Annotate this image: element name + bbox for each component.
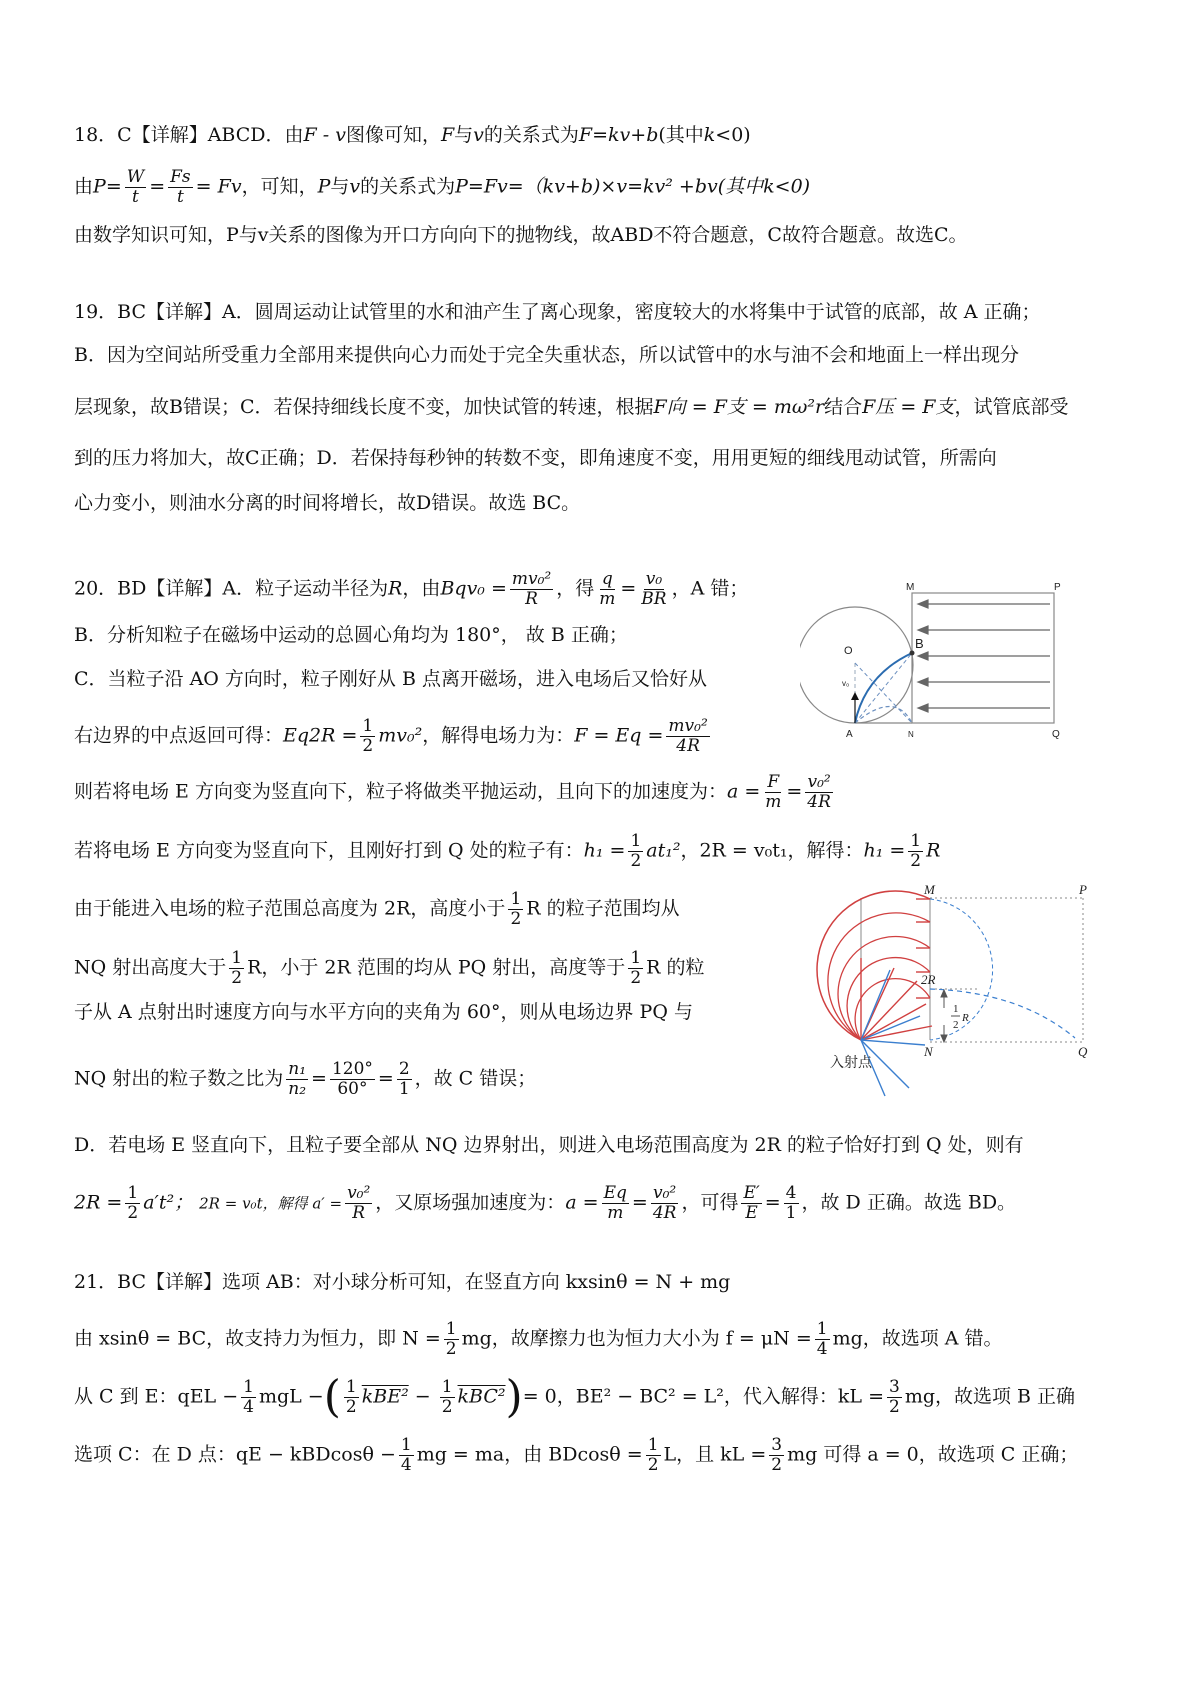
numerator: 1 (816, 1319, 828, 1339)
q18-text: (其中 (658, 124, 704, 146)
q19-line4: 到的压力将加大，故C正确；D．若保持每秒钟的转数不变，即角速度不变，用用更短的细线甩动试管，所需向 (74, 447, 997, 469)
denominator: t (176, 187, 184, 207)
fraction (286, 1060, 308, 1099)
q18-equation: F=kv+b (578, 124, 659, 146)
numerator: 1 (647, 1435, 659, 1455)
fig1-label-P: P (1054, 582, 1061, 593)
q20-equation: 2R = v₀t，解得 a′ = (199, 1194, 343, 1213)
denominator: 4R (652, 1203, 677, 1223)
fraction (784, 1184, 799, 1223)
q18-var: v (349, 175, 361, 198)
q20-text: ，故 C 错误； (414, 1067, 537, 1090)
numerator: v₀² (653, 1183, 677, 1203)
fraction (815, 1320, 830, 1359)
q19-equation: F向 = F支 = mω²r (653, 396, 825, 418)
q21-text: mg，故选项 A 错。 (832, 1327, 1003, 1350)
fraction (125, 168, 146, 207)
q18-text: <0) (715, 124, 751, 146)
q20-equation: a = (565, 1191, 599, 1214)
q20-text: ，解得电场力为： (422, 724, 575, 747)
fig1-label-M: M (906, 582, 915, 593)
q18-head: 18．C【详解】ABCD．由 (74, 124, 304, 146)
q20-line9: 子从 A 点射出时速度方向与水平方向的夹角为 60°，则从电场边界 PQ 与 (74, 1001, 693, 1023)
numerator: W (126, 167, 145, 187)
fraction (360, 717, 375, 756)
q18-var: F (440, 124, 455, 146)
q18-text: 由 (74, 175, 94, 198)
q20-text: NQ 射出高度大于 (74, 956, 227, 979)
denominator: m (607, 1203, 624, 1223)
fraction (510, 570, 553, 609)
numerator: 3 (889, 1377, 900, 1397)
field-arrows (918, 600, 1050, 712)
numerator: 1 (127, 1183, 139, 1203)
numerator: F (767, 772, 780, 792)
q20-text: 20．BD【详解】A．粒子运动半径为 (74, 577, 389, 600)
q21-equation: kBC² (457, 1385, 506, 1408)
q21-equation: kBE² (361, 1385, 409, 1408)
q20-line6 (74, 832, 940, 871)
q18-text: 的关系式为 (360, 175, 456, 198)
denominator: 60° (337, 1079, 368, 1099)
fraction (628, 949, 643, 988)
q20-text: R 的粒子范围均从 (526, 897, 680, 920)
q18-var: P (93, 175, 106, 198)
fraction (666, 717, 709, 756)
denominator: 2 (127, 1203, 139, 1223)
q21-line2 (74, 1320, 1003, 1359)
numerator: 1 (231, 948, 243, 968)
q20-equation: mv₀² (378, 724, 423, 747)
fraction (639, 570, 668, 609)
q20-text: 则若将电场 E 方向变为竖直向下，粒子将做类平抛运动，且向下的加速度为： (74, 780, 727, 803)
numerator: 1 (445, 1319, 457, 1339)
q21-text: mgL − (258, 1385, 324, 1408)
q20-text: ，2R = v₀t₁，解得： (680, 839, 864, 862)
fraction (241, 1378, 256, 1417)
left-paren: ( (323, 1371, 341, 1423)
q21-text: mg 可得 a = 0，故选项 C 正确； (787, 1443, 1079, 1466)
numerator: 1 (243, 1377, 254, 1397)
q20-equation: Eq2R = (283, 724, 358, 747)
numerator: 4 (785, 1183, 797, 1203)
fraction (646, 1436, 661, 1475)
fig1-label-N: N (908, 730, 914, 739)
q21-text: BE² − BC² = L²，代入解得：kL = (575, 1385, 884, 1408)
denominator: R (352, 1203, 366, 1223)
numerator: mv₀² (511, 569, 552, 589)
fraction (345, 1184, 372, 1223)
numerator: 3 (771, 1435, 783, 1455)
q18-text: 图像可知， (345, 124, 441, 146)
numerator: 1 (910, 831, 922, 851)
q20-equation: a = (726, 780, 761, 803)
numerator: 1 (441, 1377, 453, 1397)
denominator: 2 (510, 909, 522, 929)
fraction (344, 1378, 359, 1417)
q20-var: R (388, 577, 403, 600)
q18-text: 与 (454, 124, 474, 146)
fraction (508, 890, 523, 929)
q18-equation: P=Fv=（kv+b)×v=kv² +bv(其中k<0) (455, 175, 811, 198)
q20-line2: B．分析知粒子在磁场中运动的总圆心角均为 180°， 故 B 正确； (74, 624, 628, 646)
numerator: 1 (630, 831, 642, 851)
fraction (602, 1184, 629, 1223)
fig2-trajectory-diagram (790, 880, 1090, 1105)
denominator: 4 (400, 1455, 412, 1475)
q20-line3: C．当粒子沿 AO 方向时，粒子刚好从 B 点离开磁场，进入电场后又恰好从 (74, 668, 707, 690)
q20-equation: h₁ = (583, 839, 626, 862)
q18-line1 (74, 121, 751, 149)
denominator: E (745, 1203, 758, 1223)
q20-equation: 2R = (74, 1191, 123, 1214)
q18-line2: 由P= $\frac{W}{t}$ = $\frac{Fs}{t}$ = Fv，可知，P与v的关系式为P=Fv=（kv+b)×v=kv² +bv(其中k<0) (74, 167, 811, 207)
q18-var: P (317, 175, 331, 198)
q21-line1: 21．BC【详解】选项 AB：对小球分析可知，在竖直方向 kxsinθ = N + mg (74, 1271, 731, 1293)
numerator: v₀² (807, 772, 831, 792)
denominator: 1 (398, 1079, 410, 1099)
fig2-label-entry: 入射点 (830, 1055, 872, 1071)
q20-text: R，小于 2R 范围的均从 PQ 射出，高度等于 (247, 956, 626, 979)
fraction (397, 1060, 412, 1099)
fig2-label-P: P (1079, 882, 1087, 897)
denominator: 4R (676, 736, 700, 756)
q20-equation: at₁² (646, 839, 681, 862)
q19-line3 (74, 393, 1069, 421)
q20-text: ，得 (556, 577, 595, 600)
numerator: 120° (331, 1059, 373, 1079)
numerator: v₀ (645, 569, 663, 589)
q21-text: mg = ma，由 BDcosθ = (416, 1443, 643, 1466)
right-paren: ) (505, 1371, 523, 1423)
numerator: 1 (510, 889, 522, 909)
q21-text: 选项 C：在 D 点：qE − kBDcosθ − (74, 1443, 396, 1466)
q20-text: R 的粒 (646, 956, 705, 979)
q18-var: v (473, 124, 484, 146)
q18-text: 的关系式为 (483, 124, 579, 146)
q20-line10: NQ 射出的粒子数之比为 $\frac{\text{n₁}}{\text{n₂}}$ = $\frac{120^\circ}{60^\circ}$ = $\frac{2}{1}$ ，故 C 错误； (74, 1059, 537, 1099)
q20-text: ，故 D 正确。故选 BD。 (801, 1191, 1017, 1214)
fraction (444, 1320, 459, 1359)
numerator: 1 (400, 1435, 412, 1455)
q19-line2: B．因为空间站所受重力全部用来提供向心力而处于完全失重状态，所以试管中的水与油不会和地面上一样出现分 (74, 344, 1019, 366)
q20-equation: Bqv₀ = (440, 577, 507, 600)
fig1-label-Q: Q (1052, 729, 1060, 740)
numerator: q (601, 569, 613, 589)
denominator: R (525, 589, 538, 609)
q21-text: mg，故选项 B 正确 (904, 1385, 1076, 1408)
numerator: Eq (603, 1183, 627, 1203)
q18-var: k (703, 124, 716, 146)
q21-text: mg，故摩擦力也为恒力大小为 f = μN = (461, 1327, 812, 1350)
fig1-field-diagram (800, 580, 1070, 780)
denominator: m (765, 792, 782, 812)
fig2-label-N: N (924, 1044, 933, 1059)
q21-line3: 从 C 到 E：qEL − $\frac{1}{4}$ mgL −( $\frac{1}{2}$ kBE² − $\frac{1}{2}$ kBC²)= 0，BE² − BC² = L²，代入解得：kL = $\frac{3}{2}$ mg，故选项 B 正确 (74, 1371, 1076, 1423)
denominator: 1 (785, 1203, 797, 1223)
fraction (769, 1436, 784, 1475)
denominator: 2 (345, 1397, 357, 1417)
numerator: 1 (345, 1377, 357, 1397)
q19-equation: F压 = F支 (862, 396, 955, 418)
q20-line1: 20．BD【详解】A．粒子运动半径为R，由Bqv₀ = $\frac{\text{mv₀²}}{R}$ ，得 $\frac{q}{m}$ = $\frac{\text{v₀}}{BR}$ ，A 错； (74, 569, 749, 609)
q18-equation: = Fv (195, 175, 242, 198)
fraction (399, 1436, 414, 1475)
fraction (628, 832, 643, 871)
q20-equation: F = Eq = (574, 724, 664, 747)
numerator: Fs (170, 167, 191, 187)
q21-text: 从 C 到 E：qEL − (74, 1385, 239, 1408)
q21-text: L，且 kL = (663, 1443, 767, 1466)
denominator: n₂ (288, 1079, 307, 1099)
q20-text: NQ 射出的粒子数之比为 (74, 1067, 284, 1090)
numerator: mv₀² (668, 716, 708, 736)
denominator: 2 (441, 1397, 453, 1417)
q20-line11: D．若电场 E 竖直向下，且粒子要全部从 NQ 边界射出，则进入电场范围高度为 2R 的粒子恰好打到 Q 处，则有 (74, 1134, 1024, 1156)
q18-fv: F - v (303, 124, 346, 146)
q18-text: 与 (330, 175, 350, 198)
fraction (763, 773, 783, 812)
fig1-label-O: O (844, 645, 853, 657)
q20-text: ，由 (402, 577, 441, 600)
q19-text: 结合 (824, 396, 863, 418)
denominator: 2 (231, 968, 243, 988)
denominator: 2 (630, 968, 642, 988)
numerator: v₀² (347, 1183, 371, 1203)
q19-line1: 19．BC【详解】A．圆周运动让试管里的水和油产生了离心现象，密度较大的水将集中于试管的底部，故 A 正确； (74, 301, 1041, 323)
q18-line3: 由数学知识可知，P与v关系的图像为开口方向向下的抛物线，故ABD不符合题意，C故符合题意。故选C。 (74, 224, 968, 246)
q19-line5: 心力变小，则油水分离的时间将增长，故D错误。故选 BC。 (74, 492, 581, 514)
q20-equation: h₁ = (863, 839, 906, 862)
numerator: 1 (630, 948, 642, 968)
q20-var: R (926, 839, 941, 862)
fraction (887, 1378, 902, 1417)
numerator: 1 (362, 716, 374, 736)
q20-text: 由于能进入电场的粒子范围总高度为 2R，高度小于 (74, 897, 506, 920)
q18-text: ，可知， (241, 175, 318, 198)
fraction (440, 1378, 455, 1417)
denominator: t (132, 187, 139, 207)
q21-line4 (74, 1436, 1078, 1475)
denominator: 2 (445, 1339, 457, 1359)
q20-equation: a′t²； (143, 1191, 194, 1214)
fraction (125, 1184, 140, 1223)
q20-line5: 则若将电场 E 方向变为竖直向下，粒子将做类平抛运动，且向下的加速度为：a = $\frac{F}{m}$ = $\frac{\text{v₀²}}{4R}$ (74, 772, 831, 812)
q20-text: ，可得 (681, 1191, 739, 1214)
fraction (908, 832, 923, 871)
q20-line8 (74, 949, 705, 988)
q21-text: 由 xsinθ = BC，故支持力为恒力，即 N = (74, 1327, 441, 1350)
fraction (229, 949, 244, 988)
denominator: BR (641, 589, 667, 609)
q20-line7 (74, 890, 680, 929)
q20-line4 (74, 717, 713, 756)
q20-text: 若将电场 E 方向变为竖直向下，且刚好打到 Q 处的粒子有： (74, 839, 584, 862)
q20-line12: 2R = $\frac{1}{2}$ a′t²； 2R = v₀t，解得 a′ = $\frac{\text{v₀²}}{R}$ ，又原场强加速度为：a = $\frac{Eq}{m}$ = $\frac{\text{v₀²}}{4R}$ ，可得 $\frac{E'}{E}$ = $\frac{4}{1}$ ，故 D 正确。故选 BD。 (74, 1183, 1017, 1223)
fraction (168, 168, 193, 207)
fraction (597, 570, 617, 609)
fraction (651, 1184, 679, 1223)
q19-text: ，试管底部受 (954, 396, 1069, 418)
fig2-label-half-d: 2 (953, 1019, 959, 1031)
denominator: 4 (816, 1339, 828, 1359)
denominator: 2 (910, 851, 922, 871)
fraction (330, 1060, 375, 1099)
numerator: 2 (398, 1059, 410, 1079)
fraction (741, 1184, 761, 1223)
numerator: E′ (743, 1183, 760, 1203)
q20-text: 右边界的中点返回可得： (74, 724, 284, 747)
q21-text: = 0， (522, 1385, 576, 1408)
denominator: 2 (889, 1397, 900, 1417)
numerator: n₁ (288, 1059, 307, 1079)
q20-text: ，A 错； (671, 577, 749, 600)
denominator: 2 (630, 851, 642, 871)
fig2-label-half-n: 1 (953, 1003, 959, 1015)
fig2-label-2R: 2R (921, 972, 936, 987)
fig1-label-v0: v₀ (842, 679, 850, 688)
fig1-label-B: B (915, 636, 924, 651)
fig1-label-A: A (846, 729, 853, 740)
denominator: 2 (362, 736, 374, 756)
q20-text: ，又原场强加速度为： (375, 1191, 566, 1214)
fig2-label-M: M (924, 882, 935, 897)
denominator: 2 (647, 1455, 659, 1475)
q19-text: 层现象，故B错误；C．若保持细线长度不变，加快试管的转速，根据 (74, 396, 654, 418)
denominator: 4 (243, 1397, 254, 1417)
fig2-label-halfR: R (962, 1012, 969, 1024)
fig2-label-Q: Q (1078, 1044, 1088, 1059)
denominator: m (599, 589, 616, 609)
denominator: 4R (807, 792, 831, 812)
denominator: 2 (771, 1455, 783, 1475)
